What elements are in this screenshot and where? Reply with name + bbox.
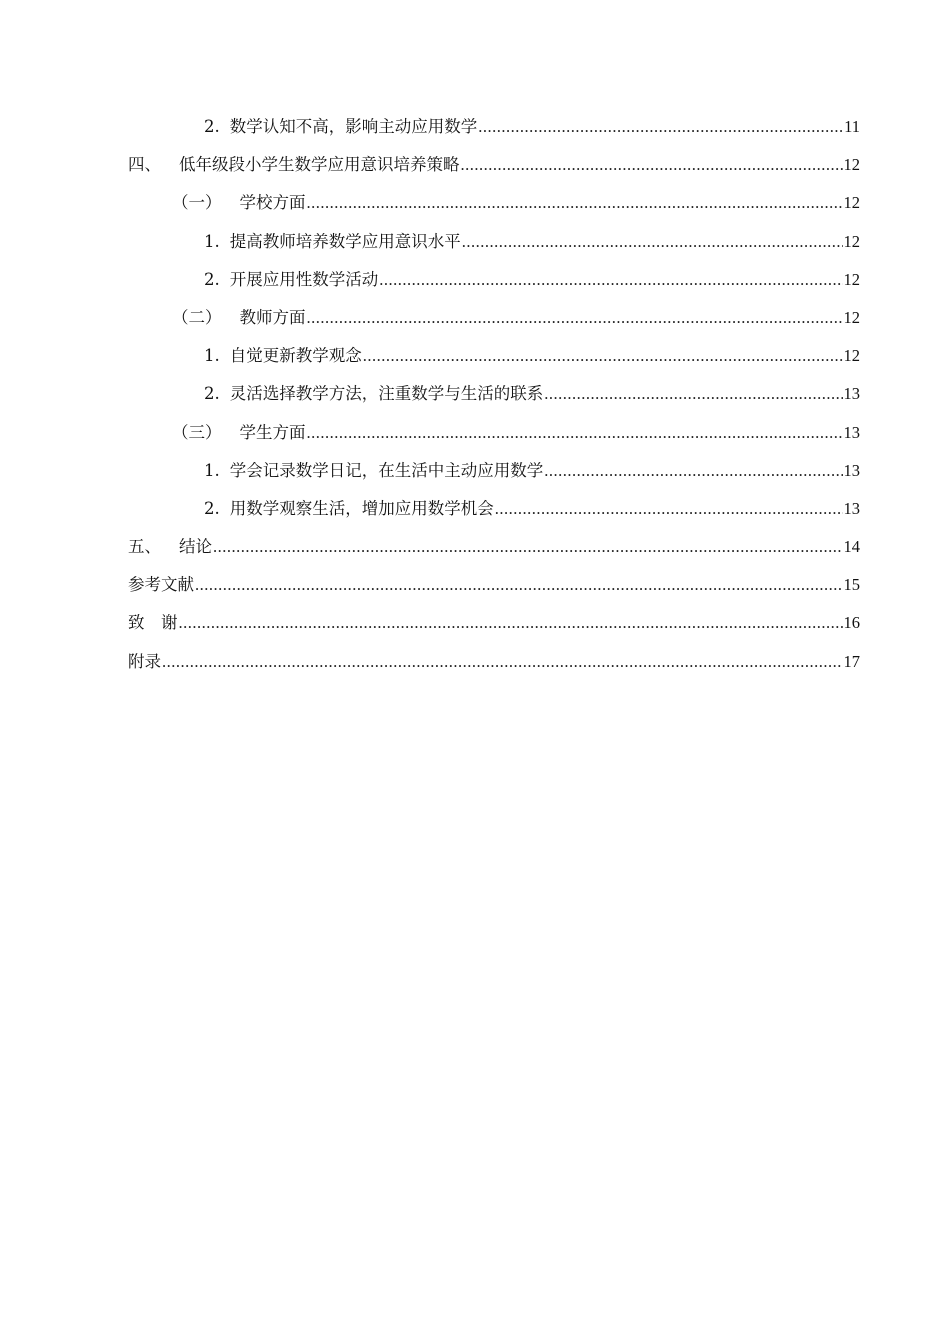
toc-entry-number: 1. <box>204 460 220 480</box>
toc-entry-page-number: 11 <box>844 117 860 136</box>
toc-entry[interactable] <box>128 108 860 146</box>
toc-entry[interactable] <box>128 604 860 642</box>
toc-entry-title: 数学认知不高，影响主动应用数学 <box>229 117 478 136</box>
toc-entry-page-number: 13 <box>843 498 860 518</box>
toc-entry-number: （三） <box>172 422 222 442</box>
toc-entry-number: 1. <box>204 231 220 251</box>
toc-entry-page-number: 13 <box>843 422 860 442</box>
toc-entry-page-number: 12 <box>843 269 860 289</box>
dot-leader <box>478 108 843 146</box>
toc-entry-number: 1. <box>204 346 220 366</box>
toc-entry-title: 开展应用性数学活动 <box>229 269 379 289</box>
table-of-contents <box>128 108 860 681</box>
toc-entry-page-number: 12 <box>843 231 860 251</box>
toc-entry-title: 学会记录数学日记，在生活中主动应用数学 <box>229 460 544 480</box>
toc-entry-number: 2. <box>204 498 220 518</box>
toc-entry-title: 学生方面 <box>239 422 306 442</box>
dot-leader <box>461 146 843 184</box>
dot-leader <box>179 604 843 642</box>
toc-entry[interactable] <box>128 184 860 222</box>
dot-leader <box>495 490 843 528</box>
toc-entry[interactable] <box>128 414 860 452</box>
toc-entry-page-number: 14 <box>843 537 860 557</box>
dot-leader <box>213 528 843 566</box>
dot-leader <box>195 566 843 604</box>
toc-entry-page-number: 12 <box>843 346 860 366</box>
toc-entry-title: 学校方面 <box>239 193 306 213</box>
toc-entry-title: 附录 <box>128 651 161 671</box>
toc-entry-page-number: 16 <box>843 613 860 633</box>
toc-entry-number: 2. <box>204 117 220 136</box>
toc-entry-page-number: 15 <box>843 575 860 595</box>
toc-entry[interactable] <box>128 223 860 261</box>
toc-entry-title: 结论 <box>179 537 212 557</box>
toc-entry-number: 2. <box>204 384 220 404</box>
toc-entry[interactable] <box>128 528 860 566</box>
toc-entry[interactable] <box>128 643 860 681</box>
toc-entry-page-number: 12 <box>843 307 860 327</box>
toc-entry-page-number: 13 <box>843 460 860 480</box>
toc-entry-number: 五、 <box>128 537 161 557</box>
toc-entry[interactable] <box>128 299 860 337</box>
toc-entry-page-number: 17 <box>843 651 860 671</box>
dot-leader <box>544 375 842 413</box>
toc-entry[interactable] <box>128 566 860 604</box>
toc-entry-number: 2. <box>204 269 220 289</box>
toc-entry[interactable] <box>128 146 860 184</box>
dot-leader <box>162 643 843 681</box>
dot-leader <box>544 452 842 490</box>
toc-entry[interactable] <box>128 452 860 490</box>
toc-entry-title: 用数学观察生活，增加应用数学机会 <box>229 498 494 518</box>
toc-entry-page-number: 12 <box>843 155 860 175</box>
dot-leader <box>363 337 843 375</box>
dot-leader <box>307 299 843 337</box>
dot-leader <box>307 184 843 222</box>
toc-entry-page-number: 12 <box>843 193 860 213</box>
toc-entry[interactable] <box>128 337 860 375</box>
toc-entry-number: （一） <box>172 193 222 213</box>
toc-entry[interactable] <box>128 490 860 528</box>
dot-leader <box>462 223 843 261</box>
toc-entry[interactable] <box>128 375 860 413</box>
toc-entry-page-number: 13 <box>843 384 860 404</box>
toc-entry-number: （二） <box>172 307 222 327</box>
dot-leader <box>379 261 842 299</box>
toc-entry-title: 教师方面 <box>239 307 306 327</box>
toc-entry-title: 灵活选择教学方法，注重数学与生活的联系 <box>229 384 544 404</box>
toc-entry-title: 自觉更新教学观念 <box>229 346 362 366</box>
toc-entry-title: 致 谢 <box>128 613 178 633</box>
dot-leader <box>307 414 843 452</box>
toc-entry-title: 提高教师培养数学应用意识水平 <box>229 231 461 251</box>
toc-entry-title: 参考文献 <box>128 575 194 595</box>
toc-entry-title: 低年级段小学生数学应用意识培养策略 <box>179 155 460 175</box>
toc-entry-number: 四、 <box>128 155 161 175</box>
toc-entry[interactable] <box>128 261 860 299</box>
